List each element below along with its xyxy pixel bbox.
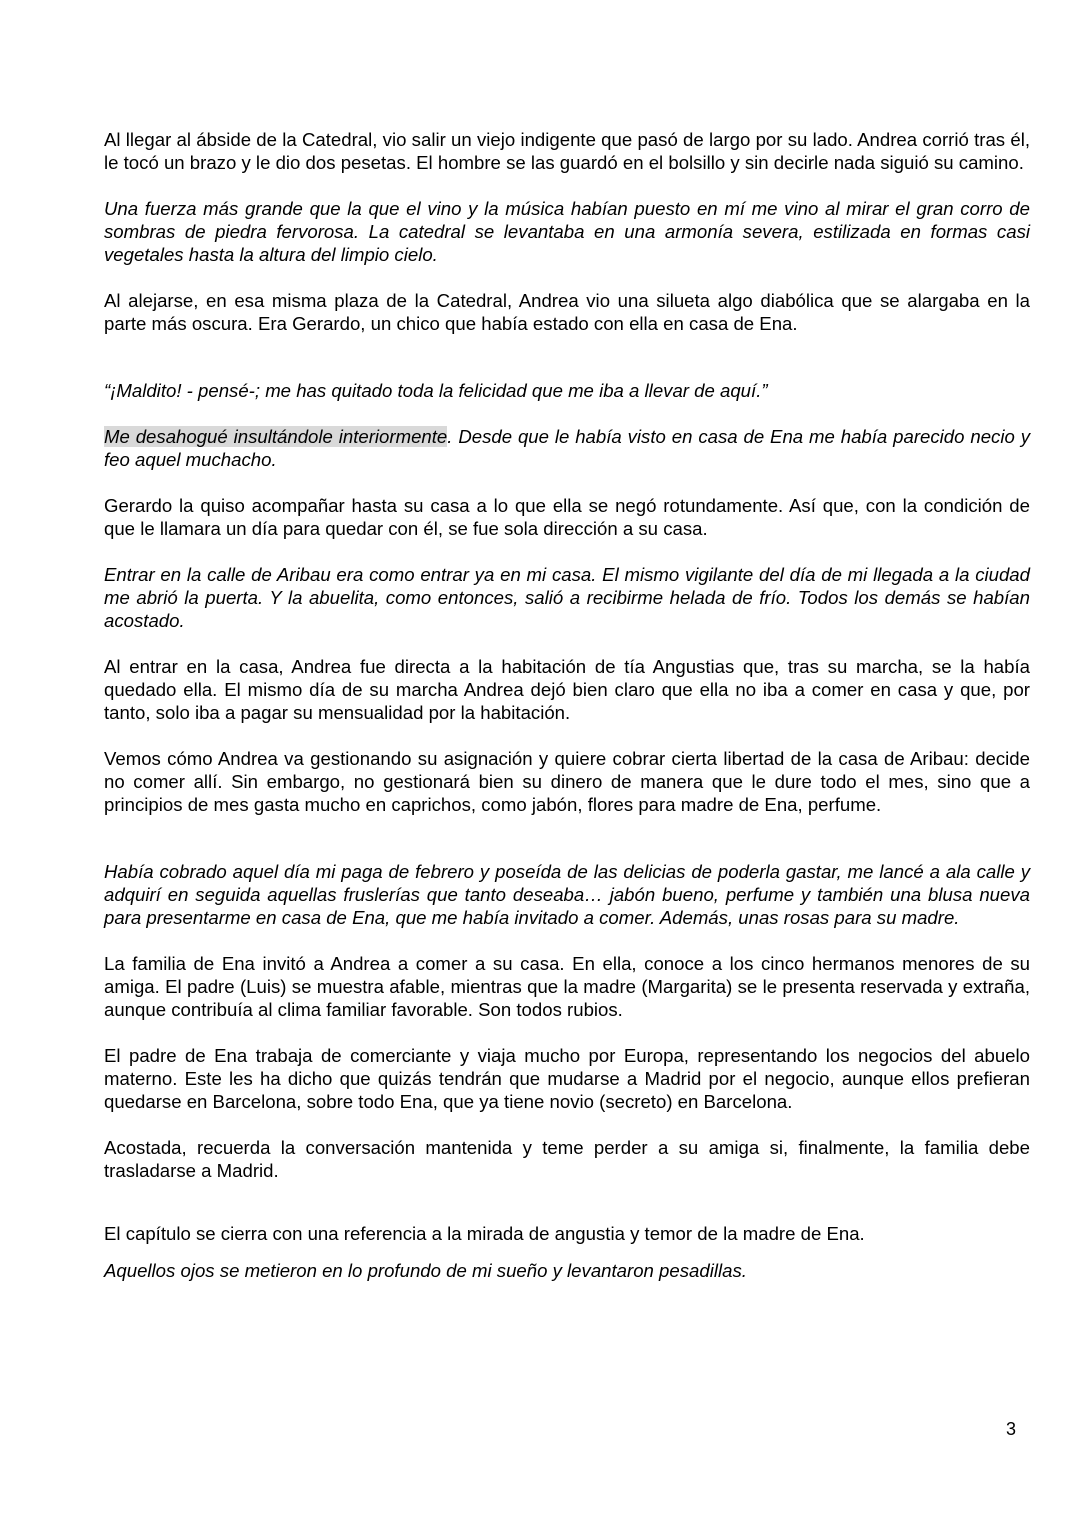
- paragraph-familia-ena: La familia de Ena invitó a Andrea a comer a su casa. En ella, conoce a los cinco hermanos menores de su amiga. El padre (Luis) se muestra afable, mientras que la madre (Margarita) se le presenta reservada y extraña, aunque contribuía al clima familiar favorable. Son todos rubios.: [104, 953, 1030, 1020]
- paragraph-padre-ena: El padre de Ena trabaja de comerciante y viaja mucho por Europa, representando los negocios del abuelo materno. Este les ha dicho que quizás tendrán que mudarse a Madrid por el negocio, aunque ellos prefieran quedarse en Barcelona, sobre todo Ena, que ya tiene novio (secreto) en Barcelona.: [104, 1045, 1030, 1112]
- paragraph-gerardo-acompanar: Gerardo la quiso acompañar hasta su casa a lo que ella se negó rotundamente. Así que, con la condición de que le llamara un día para quedar con él, se fue sola dirección a su casa.: [104, 495, 1030, 539]
- paragraph-acostada: Acostada, recuerda la conversación mantenida y teme perder a su amiga si, finalmente, la familia debe trasladarse a Madrid.: [104, 1137, 1030, 1181]
- paragraph-habitacion: Al entrar en la casa, Andrea fue directa a la habitación de tía Angustias que, tras su marcha, se la había quedado ella. El mismo día de su marcha Andrea dejó bien claro que ella no iba a comer en casa y que, por tanto, solo iba a pagar su mensualidad por la habitación.: [104, 656, 1030, 723]
- quote-desahogue-rest: . Desde que le había visto en casa de Ena me había parecido necio y feo aquel muchacho.: [104, 426, 1030, 470]
- document-body: [104, 128, 1030, 1282]
- highlighted-text: Me desahogué insultándole interiormente: [104, 426, 448, 447]
- quote-ojos: Aquellos ojos se metieron en lo profundo de mi sueño y levantaron pesadillas.: [104, 1260, 747, 1281]
- page-number: 3: [1005, 1419, 1016, 1439]
- quote-aribau: Entrar en la calle de Aribau era como entrar ya en mi casa. El mismo vigilante del día de mi llegada a la ciudad me abrió la puerta. Y la abuelita, como entonces, salió a recibirme helada de frío. Todos los demás se habían acostado.: [104, 564, 1030, 631]
- paragraph-gerardo-silueta: Al alejarse, en esa misma plaza de la Catedral, Andrea vio una silueta algo diabólica que se alargaba en la parte más oscura. Era Gerardo, un chico que había estado con ella en casa de Ena.: [104, 290, 1030, 334]
- paragraph-capitulo-cierre: El capítulo se cierra con una referencia a la mirada de angustia y temor de la madre de Ena.: [104, 1223, 865, 1244]
- paragraph-asignacion: Vemos cómo Andrea va gestionando su asignación y quiere cobrar cierta libertad de la casa de Aribau: decide no comer allí. Sin embargo, no gestionará bien su dinero de manera que le dure todo el mes, sino que a principios de mes gasta mucho en caprichos, como jabón, flores para madre de Ena, perfume.: [104, 748, 1030, 815]
- paragraph-abside: Al llegar al ábside de la Catedral, vio salir un viejo indigente que pasó de largo por su lado. Andrea corrió tras él, le tocó un brazo y le dio dos pesetas. El hombre se las guardó en el bolsillo y sin decirle nada siguió su camino.: [104, 129, 1030, 173]
- quote-paga-febrero: Había cobrado aquel día mi paga de febrero y poseída de las delicias de poderla gastar, me lancé a ala calle y adquirí en seguida aquellas fruslerías que tanto deseaba… jabón bueno, perfume y también una blusa nueva para presentarme en casa de Ena, que me había invitado a comer. Además, unas rosas para su madre.: [104, 861, 1030, 928]
- quote-catedral: Una fuerza más grande que la que el vino y la música habían puesto en mí me vino al mirar el gran corro de sombras de piedra fervorosa. La catedral se levantaba en una armonía severa, estilizada en formas casi vegetales hasta la altura del limpio cielo.: [104, 198, 1030, 265]
- quote-maldito: “¡Maldito! - pensé-; me has quitado toda la felicidad que me iba a llevar de aquí.”: [104, 380, 768, 401]
- quote-desahogue: [104, 425, 1030, 471]
